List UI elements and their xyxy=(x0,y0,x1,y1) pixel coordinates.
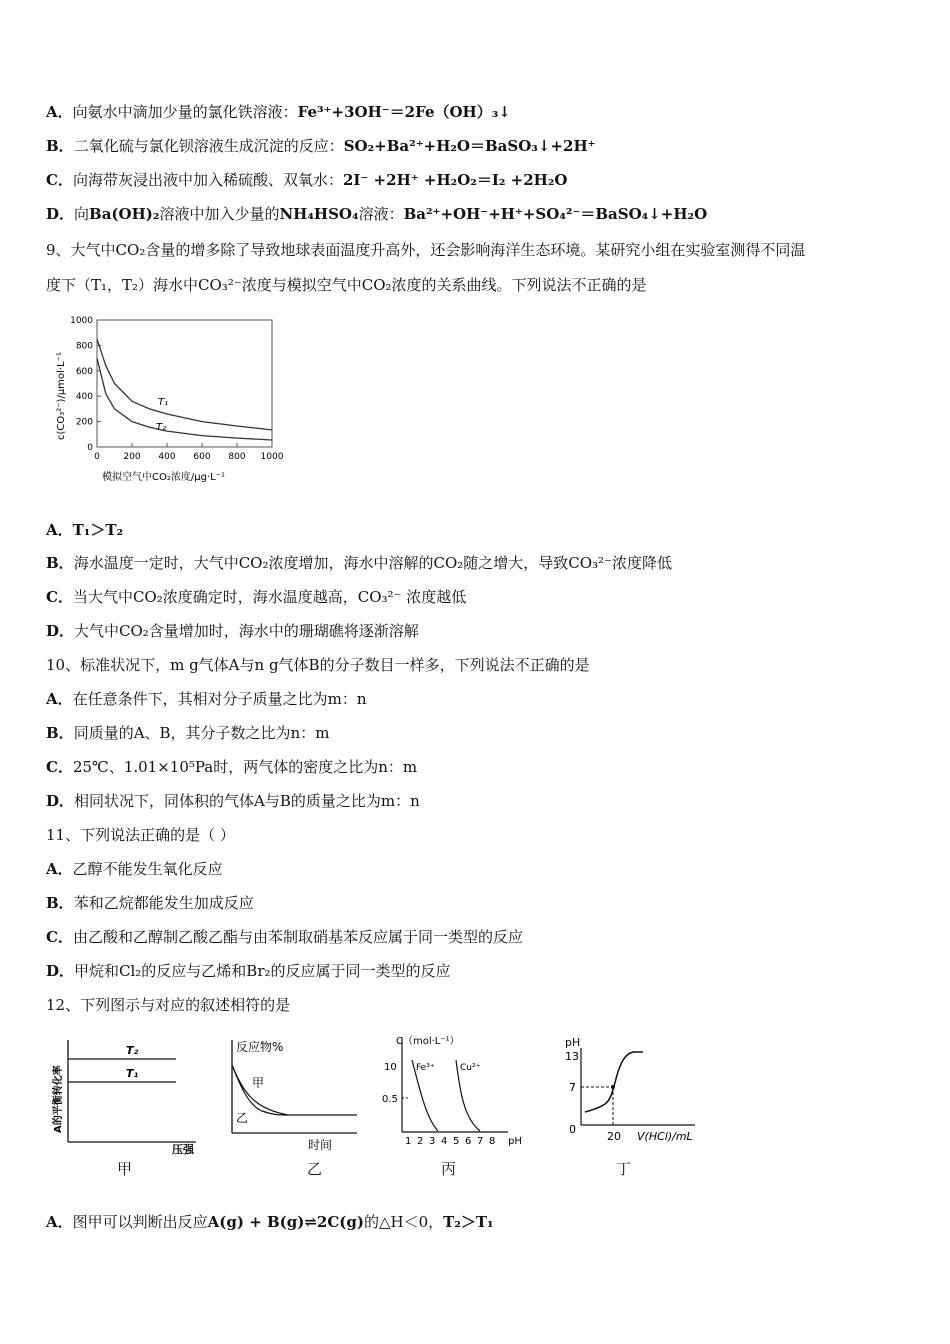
y-tick-label: 200 xyxy=(75,417,93,428)
q10-option-d xyxy=(46,791,420,811)
option-label: B． xyxy=(46,554,74,572)
q8-option-a xyxy=(46,102,511,122)
y-tick-label: 800 xyxy=(75,341,93,352)
curve-jia xyxy=(232,1065,357,1115)
figure-yi xyxy=(222,1035,372,1155)
figure-jia xyxy=(46,1035,206,1155)
option-text: 的△H＜0， xyxy=(363,1213,444,1231)
x-axis-label: 时间 xyxy=(308,1138,333,1152)
x-tick-label: 2 xyxy=(417,1136,424,1147)
formula: NH₄HSO₄ xyxy=(279,205,359,223)
equivalence-point xyxy=(611,1085,615,1089)
q9-stem-line1: 9、大气中CO₂含量的增多除了导致地球表面温度升高外，还会影响海洋生态环境。某研究小组在实验室测得不同温 xyxy=(46,241,806,259)
q9-option-b xyxy=(46,553,672,573)
caption-jia: 甲 xyxy=(117,1160,133,1178)
figure-ding xyxy=(555,1030,705,1155)
q8-option-c xyxy=(46,170,567,190)
option-text: 当大气中CO₂浓度确定时，海水温度越高，CO₃²⁻ 浓度越低 xyxy=(72,588,467,606)
caption-ding: 丁 xyxy=(616,1160,632,1178)
series-lines xyxy=(97,339,272,440)
option-text: 向氨水中滴加少量的氯化铁溶液： xyxy=(72,103,298,121)
label-fe: Fe³⁺ xyxy=(416,1063,435,1073)
option-text: 25℃、1.01×10⁵Pa时，两气体的密度之比为n：m xyxy=(72,758,418,776)
x-tick-labels xyxy=(405,1136,495,1147)
option-text: 向海带灰浸出液中加入稀硫酸、双氧水： xyxy=(72,171,343,189)
q9-stem-line2: 度下（T₁，T₂）海水中CO₃²⁻浓度与模拟空气中CO₂浓度的关系曲线。下列说法不正确的是 xyxy=(46,276,647,294)
x-tick-label: 7 xyxy=(477,1136,484,1147)
titration-curve xyxy=(585,1052,643,1112)
q11-option-a xyxy=(46,859,223,879)
x-tick-label: 5 xyxy=(453,1136,460,1147)
y-tick-7: 7 xyxy=(569,1081,576,1094)
q8-option-b xyxy=(46,136,596,156)
y-ticks xyxy=(70,316,101,453)
series-line-1 xyxy=(97,339,272,430)
q11-stem: 11、下列说法正确的是（ ） xyxy=(46,826,235,844)
curve-label-jia: 甲 xyxy=(252,1076,265,1090)
option-label: C． xyxy=(46,928,73,946)
x-tick-20: 20 xyxy=(607,1130,621,1143)
y-tick-label: 1000 xyxy=(70,316,93,326)
y-axis-label: c(CO₃²⁻)/μmol·L⁻¹ xyxy=(56,352,67,440)
caption-yi: 乙 xyxy=(307,1160,323,1178)
q8-option-d xyxy=(46,204,707,224)
option-text: 海水温度一定时，大气中CO₂浓度增加，海水中溶解的CO₂随之增大，导致CO₃²⁻浓度降低 xyxy=(73,554,672,572)
option-text: 甲烷和Cl₂的反应与乙烯和Br₂的反应属于同一类型的反应 xyxy=(74,962,451,980)
y-tick-0: 0 xyxy=(569,1123,576,1136)
ionic-equation: Fe³⁺+3OH⁻＝2Fe（OH）₃↓ xyxy=(297,103,511,121)
option-label: A． xyxy=(46,1213,73,1231)
option-text: 大气中CO₂含量增加时，海水中的珊瑚礁将逐渐溶解 xyxy=(74,622,419,640)
option-text: 苯和乙烷都能发生加成反应 xyxy=(73,894,254,912)
option-text: 相同状况下，同体积的气体A与B的质量之比为m：n xyxy=(74,792,420,810)
y-axis-label: pH xyxy=(565,1036,581,1049)
option-text: 在任意条件下，其相对分子质量之比为m：n xyxy=(72,690,367,708)
option-label: C． xyxy=(46,588,73,606)
option-text: 由乙酸和乙醇制乙酸乙酯与由苯制取硝基苯反应属于同一类型的反应 xyxy=(72,928,523,946)
y-tick-05: 0.5 xyxy=(382,1094,398,1105)
option-text: 乙醇不能发生氧化反应 xyxy=(72,860,223,878)
series-label-t1: T₁ xyxy=(158,397,169,408)
q10-option-b xyxy=(46,723,329,743)
reaction-equation: A(g) + B(g)⇌2C(g) xyxy=(207,1213,364,1231)
option-label: C． xyxy=(46,758,73,776)
option-text: 溶液： xyxy=(358,205,404,223)
plot-frame xyxy=(97,320,272,447)
q12-option-a xyxy=(46,1212,494,1232)
figure-bing xyxy=(380,1030,530,1155)
q12-stem: 12、下列图示与对应的叙述相符的是 xyxy=(46,996,291,1014)
formula: Ba(OH)₂ xyxy=(89,205,160,223)
option-text: 溶液中加入少量的 xyxy=(159,205,280,223)
q10-stem: 10、标准状况下，m g气体A与n g气体B的分子数目一样多，下列说法不正确的是 xyxy=(46,656,590,674)
q10-option-c xyxy=(46,757,417,777)
x-tick-label: 3 xyxy=(429,1136,436,1147)
x-axis-label: 模拟空气中CO₂浓度/μg·L⁻¹ xyxy=(102,472,225,483)
option-text: 图甲可以判断出反应 xyxy=(72,1213,208,1231)
y-tick-label: 0 xyxy=(87,443,93,453)
y-tick-label: 400 xyxy=(75,392,93,403)
x-tick-label: 800 xyxy=(228,452,246,462)
co3-concentration-chart xyxy=(50,312,290,490)
option-text: 同质量的A、B，其分子数之比为n：m xyxy=(73,724,330,742)
q10-option-a xyxy=(46,689,367,709)
option-label: D． xyxy=(46,205,75,223)
option-label: B． xyxy=(46,894,74,912)
y-tick-13: 13 xyxy=(565,1050,579,1063)
x-axis-label: pH xyxy=(508,1136,522,1147)
series-line-2 xyxy=(97,358,272,440)
ionic-equation: Ba²⁺+OH⁻+H⁺+SO₄²⁻＝BaSO₄↓+H₂O xyxy=(403,205,708,223)
label-cu: Cu²⁺ xyxy=(460,1063,481,1073)
q9-option-a xyxy=(46,520,123,540)
y-axis-label: A的平衡转化率 xyxy=(53,1065,64,1133)
x-tick-label: 200 xyxy=(123,452,141,462)
x-tick-label: 1 xyxy=(405,1136,412,1147)
x-axis-label: 压强 xyxy=(172,1143,194,1155)
series-label-t2: T₂ xyxy=(156,422,167,433)
curve-label-yi: 乙 xyxy=(236,1111,249,1125)
q11-option-c xyxy=(46,927,523,947)
x-ticks xyxy=(94,443,284,462)
option-label: A． xyxy=(46,521,73,539)
q11-option-b xyxy=(46,893,254,913)
ionic-equation: SO₂+Ba²⁺+H₂O＝BaSO₃↓+2H⁺ xyxy=(343,137,596,155)
option-label: A． xyxy=(46,103,73,121)
label-t1: T₁ xyxy=(126,1067,139,1080)
ionic-equation: 2I⁻ +2H⁺ +H₂O₂＝I₂ +2H₂O xyxy=(342,171,568,189)
y-axis-label: C（mol·L⁻¹） xyxy=(396,1036,460,1047)
x-tick-label: 600 xyxy=(193,452,211,462)
option-text: 向 xyxy=(74,205,90,223)
curve-yi xyxy=(232,1065,288,1115)
x-tick-label: 1000 xyxy=(260,452,284,462)
option-label: D． xyxy=(46,622,75,640)
option-label: A． xyxy=(46,860,73,878)
x-axis-label: V(HCl)/mL xyxy=(637,1130,693,1143)
option-text: T₁＞T₂ xyxy=(72,521,124,539)
option-label: B． xyxy=(46,724,74,742)
y-tick-label: 600 xyxy=(75,366,93,377)
y-tick-10: 10 xyxy=(384,1062,397,1073)
option-label: D． xyxy=(46,962,75,980)
q9-option-d xyxy=(46,621,419,641)
q9-option-c xyxy=(46,587,466,607)
x-tick-label: 400 xyxy=(158,452,176,462)
option-label: C． xyxy=(46,171,73,189)
temperature-relation: T₂＞T₁ xyxy=(443,1213,494,1231)
y-axis-label: 反应物% xyxy=(236,1040,284,1054)
x-tick-label: 4 xyxy=(441,1136,448,1147)
q11-option-d xyxy=(46,961,451,981)
caption-bing: 丙 xyxy=(441,1160,457,1178)
x-tick-label: 8 xyxy=(489,1136,496,1147)
x-tick-label: 0 xyxy=(94,452,100,462)
option-label: D． xyxy=(46,792,75,810)
option-text: 二氧化硫与氯化钡溶液生成沉淀的反应： xyxy=(73,137,344,155)
option-label: B． xyxy=(46,137,74,155)
label-t2: T₂ xyxy=(126,1044,139,1057)
option-label: A． xyxy=(46,690,73,708)
x-tick-label: 6 xyxy=(465,1136,472,1147)
